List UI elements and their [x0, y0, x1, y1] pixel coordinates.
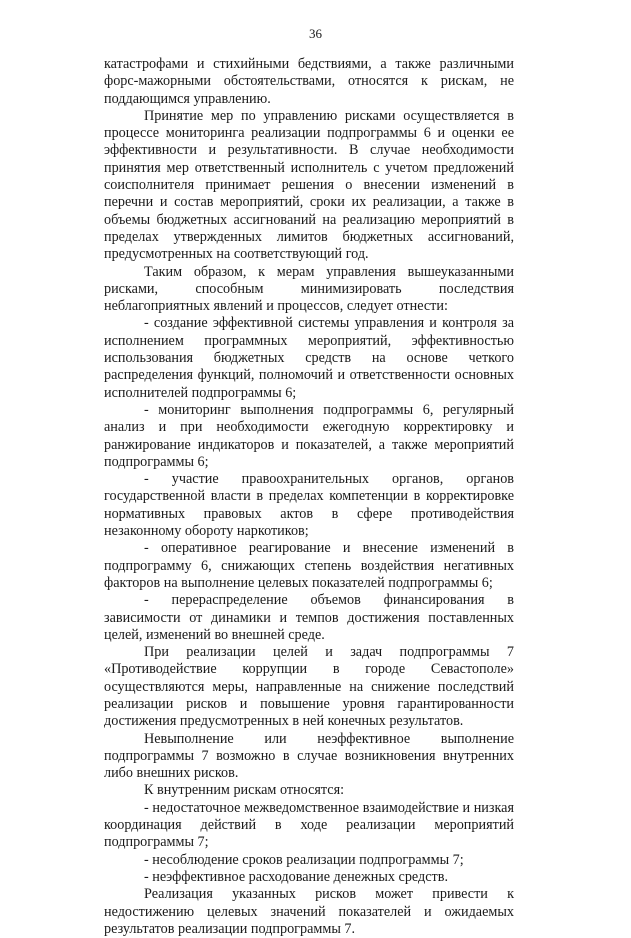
paragraph: Таким образом, к мерам управления вышеуказанными рисками, способным минимизировать последствия неблагоприятных явлений и процессов, следует отнести:	[104, 263, 514, 315]
list-item: - недостаточное межведомственное взаимодействие и низкая координация действий в ходе реализации мероприятий подпрограммы 7;	[104, 799, 514, 851]
paragraph: К внутренним рискам относятся:	[144, 782, 345, 799]
list-item: - участие правоохранительных органов, органов государственной власти в пределах компетенции в корректировке нормативных правовых актов в сфере противодействия незаконному обороту наркотиков;	[104, 471, 514, 540]
paragraph: Реализация указанных рисков может привести к недостижению целевых значений показателей и ожидаемых результатов реализации подпрограммы 7.	[104, 886, 514, 937]
document-body	[104, 56, 514, 938]
list-item: - перераспределение объемов финансирования в зависимости от динамики и темпов достижения поставленных целей, изменений во внешней среде.	[104, 592, 514, 643]
page-number: 36	[309, 26, 322, 41]
list-item: - создание эффективной системы управления и контроля за исполнением программных мероприятий, эффективностью использования бюджетных средств на основе четкого распределения функций, полномочий и ответственности основных исполнителей подпрограммы 6;	[104, 315, 514, 401]
paragraph: Принятие мер по управлению рисками осуществляется в процессе мониторинга реализации подпрограммы 6 и оценки ее эффективности и результативности. В случае необходимости принятия мер ответственный исполнитель с учетом предложений соисполнителя принимает решения о внесении изменений в перечни и состав мероприятий, сроки их реализации, а также в объемы бюджетных ассигнований на реализацию мероприятий в пределах утвержденных лимитов бюджетных ассигнований, предусмотренных на соответствующий год.	[104, 107, 514, 263]
list-item: - мониторинг выполнения подпрограммы 6, регулярный анализ и при необходимости ежегодную корректировку и ранжирование индикаторов и показателей, а также мероприятий подпрограммы 6;	[104, 401, 514, 470]
paragraph: Невыполнение или неэффективное выполнение подпрограммы 7 возможно в случае возникновения внутренних либо внешних рисков.	[104, 730, 514, 782]
paragraph: При реализации целей и задач подпрограммы 7 «Противодействие коррупции в городе Севастополе» осуществляются меры, направленные на снижение последствий реализации рисков и повышение уровня гарантированности достижения предусмотренных в ней конечных результатов.	[104, 644, 514, 730]
paragraph: катастрофами и стихийными бедствиями, а также различными форс-мажорными обстоятельствами, относятся к рискам, не поддающимся управлению.	[104, 56, 514, 107]
list-item: - неэффективное расходование денежных средств.	[144, 868, 448, 885]
list-item: - оперативное реагирование и внесение изменений в подпрограмму 6, снижающих степень воздействия негативных факторов на выполнение целевых показателей подпрограммы 6;	[104, 540, 514, 591]
list-item: - несоблюдение сроков реализации подпрограммы 7;	[144, 851, 464, 868]
